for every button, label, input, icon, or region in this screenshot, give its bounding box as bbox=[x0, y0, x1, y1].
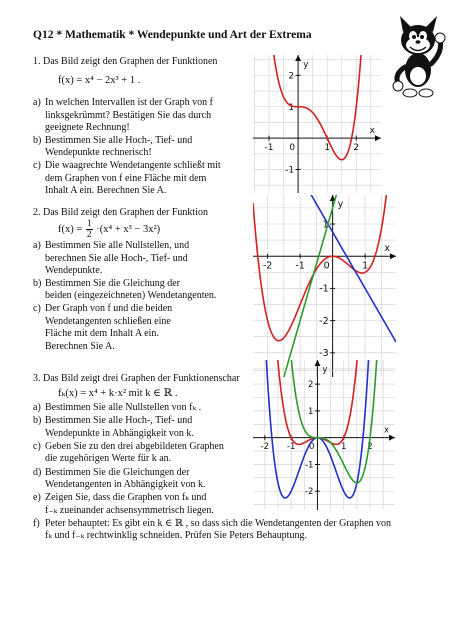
task-text-line: beiden (eingezeichneten) Wendetangenten. bbox=[45, 290, 217, 302]
task-label: a) bbox=[33, 402, 41, 413]
x-tick-label: 2 bbox=[367, 442, 373, 453]
x-tick-label: 0 bbox=[289, 143, 296, 154]
y-tick-label: -1 bbox=[304, 460, 314, 471]
x-axis-label: x bbox=[369, 126, 375, 137]
task-text-line: Bestimmen Sie alle Hoch-, Tief- und bbox=[45, 415, 193, 427]
problem-2-formula-left: f(x) = bbox=[58, 223, 83, 235]
task-label: a) bbox=[33, 97, 41, 108]
x-tick-label: -1 bbox=[264, 143, 274, 154]
y-tick-label: -2 bbox=[319, 315, 329, 327]
task-text-line: Bestimmen Sie die Gleichung der bbox=[45, 277, 180, 289]
task-text-line: berechnen Sie alle Hoch-, Tief- und bbox=[45, 252, 188, 264]
task-label: b) bbox=[33, 277, 42, 289]
problem-3-intro: 3. Das Bild zeigt drei Graphen der Funktionenschar bbox=[33, 373, 240, 384]
y-tick-label: 2 bbox=[308, 380, 314, 391]
x-tick-label: 0 bbox=[323, 260, 330, 272]
task-label: a) bbox=[33, 240, 41, 251]
problem-2-formula bbox=[58, 219, 160, 240]
y-axis-label: y bbox=[322, 365, 328, 375]
problem-2-intro: 2. Das Bild zeigt den Graphen der Funktion bbox=[33, 207, 208, 218]
problem-1-formula: f(x) = x⁴ − 2x³ + 1 . bbox=[58, 75, 141, 86]
task-text-line: Fläche mit dem Inhalt A ein. bbox=[45, 328, 159, 340]
task-text-line: Wendepunkte in Abhängigkeit von k. bbox=[45, 427, 194, 439]
task-label: e) bbox=[33, 492, 41, 504]
task-text-line: die zugehörigen Werte für k an. bbox=[45, 453, 172, 465]
y-tick-label: 2 bbox=[288, 71, 295, 82]
x-tick-label: -2 bbox=[262, 260, 273, 272]
task-label: c) bbox=[33, 303, 41, 314]
x-axis-label: x bbox=[384, 243, 390, 255]
felix-cat-mascot-icon bbox=[388, 12, 450, 100]
x-axis-arrow bbox=[389, 435, 395, 441]
y-tick-label: -3 bbox=[319, 348, 329, 360]
y-tick-label: 1 bbox=[308, 406, 314, 417]
task-text-line: Zeigen Sie, dass die Graphen von fₖ und bbox=[45, 492, 207, 504]
y-axis-label: y bbox=[337, 199, 344, 210]
y-axis-arrow bbox=[314, 360, 320, 366]
task-text-line: Geben Sie zu den drei abgebildeten Graphen bbox=[45, 440, 224, 452]
x-tick-label: 0 bbox=[309, 442, 315, 453]
y-tick-label: -1 bbox=[285, 165, 295, 176]
task-text-line: Der Graph von f und die beiden bbox=[45, 303, 173, 314]
x-tick-label: 1 bbox=[362, 260, 369, 272]
task-text-line: Wendetangenten in Abhängigkeit von k. bbox=[45, 479, 206, 491]
y-tick-label: 1 bbox=[322, 219, 329, 231]
task-text-line: Berechnen Sie A. bbox=[45, 340, 115, 352]
fraction-numerator: 1 bbox=[86, 219, 92, 229]
x-axis-arrow bbox=[390, 253, 396, 259]
task-text-line: fₖ und f₋ₖ rechtwinklig schneiden. Prüfen Sie Peters Behauptung. bbox=[45, 530, 307, 542]
page-title: Q12 * Mathematik * Wendepunkte und Art der Extrema bbox=[33, 29, 312, 41]
problem-3-graph bbox=[253, 360, 395, 510]
task-text-line: Bestimmen Sie alle Nullstellen, und bbox=[45, 240, 190, 251]
task-text-line: f₋ₖ zueinander achsensymmetrisch liegen. bbox=[45, 504, 214, 516]
problem-2-fraction bbox=[86, 219, 93, 240]
problem-1-graph bbox=[253, 55, 381, 193]
problem-3-formula: fₖ(x) = x⁴ + k·x² mit k ∈ ℝ . bbox=[58, 388, 178, 399]
task-label: d) bbox=[33, 466, 42, 478]
task-text-line: linksgekrümmt? Bestätigen Sie das durch bbox=[45, 109, 212, 121]
x-tick-label: -1 bbox=[295, 260, 305, 272]
problem-1-intro: 1. Das Bild zeigt den Graphen der Funktionen bbox=[33, 56, 218, 67]
x-axis-arrow bbox=[375, 135, 381, 141]
x-axis-label: x bbox=[383, 425, 389, 436]
fraction-denominator: 2 bbox=[86, 230, 92, 240]
y-tick-label: -1 bbox=[319, 283, 329, 295]
x-tick-label: 1 bbox=[324, 143, 331, 154]
y-tick-label: -2 bbox=[304, 487, 314, 498]
task-text-line: Wendepunkte. bbox=[45, 265, 103, 277]
task-text-line: In welchen Intervallen ist der Graph von f bbox=[45, 97, 213, 108]
y-axis-arrow bbox=[295, 55, 301, 61]
task-text-line: Bestimmen Sie alle Nullstellen von fₖ . bbox=[45, 402, 202, 413]
problem-2-formula-right: ·(x⁴ + x³ − 3x²) bbox=[96, 223, 161, 235]
x-tick-label: 1 bbox=[341, 442, 347, 453]
x-tick-label: -2 bbox=[260, 442, 270, 453]
task-text-line: Bestimmen Sie alle Hoch-, Tief- und bbox=[45, 134, 193, 146]
task-label: f) bbox=[33, 517, 40, 529]
task-text-line: dem Graphen von f eine Fläche mit dem bbox=[45, 172, 207, 184]
problem-2-graph bbox=[253, 195, 396, 377]
y-tick-label: 1 bbox=[288, 102, 295, 113]
task-text-line: Inhalt A ein. Berechnen Sie A. bbox=[45, 185, 167, 197]
task-text-line: Wendepunkte rechnerisch! bbox=[45, 147, 152, 159]
task-label: c) bbox=[33, 160, 41, 171]
task-text-line: Wendetangenten schließen eine bbox=[45, 315, 171, 327]
y-axis-label: y bbox=[303, 60, 309, 70]
task-text-line: Peter behauptet: Es gibt ein k ∈ ℝ , so dass sich die Wendetangenten der Graphen von bbox=[45, 517, 392, 529]
task-text-line: geeignete Rechnung! bbox=[45, 122, 130, 134]
task-label: c) bbox=[33, 440, 41, 452]
task-label: b) bbox=[33, 134, 42, 146]
x-tick-label: 2 bbox=[353, 143, 360, 154]
task-text-line: Bestimmen Sie die Gleichungen der bbox=[45, 466, 190, 478]
task-text-line: Die waagrechte Wendetangente schließt mit bbox=[45, 160, 221, 171]
x-tick-label: -1 bbox=[286, 442, 296, 453]
task-label: b) bbox=[33, 415, 42, 427]
